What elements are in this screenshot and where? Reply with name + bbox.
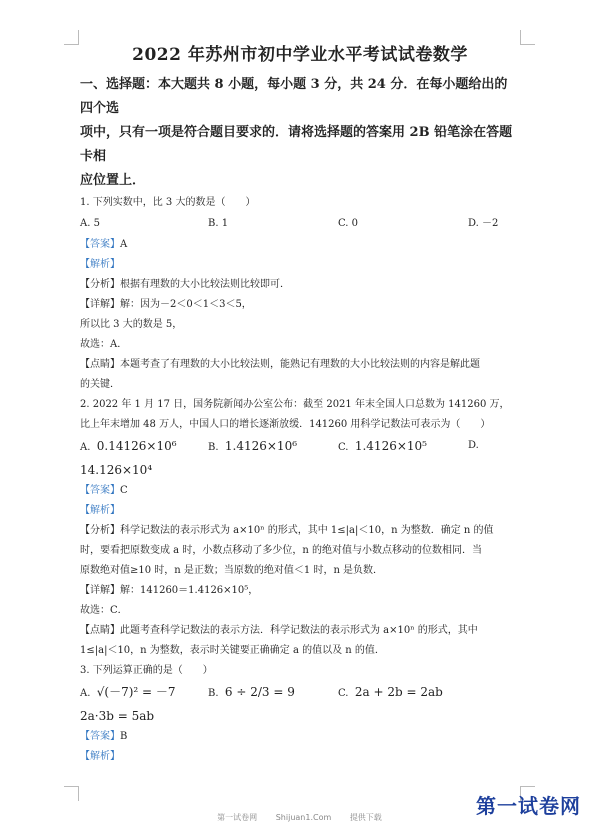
analysis-tag: 【解析】 bbox=[80, 751, 120, 762]
option-b: B. 1 bbox=[208, 218, 229, 229]
answer-tag: 【答案】 bbox=[80, 239, 120, 250]
fenxi-text: 根据有理数的大小比较法则比较即可． bbox=[120, 279, 290, 290]
question-options bbox=[80, 681, 520, 705]
question-3 bbox=[80, 661, 520, 767]
section-heading bbox=[80, 73, 520, 193]
crop-mark-bottom-left bbox=[64, 786, 79, 801]
fenxi-line bbox=[80, 521, 520, 541]
answer-tag: 【答案】 bbox=[80, 731, 120, 742]
xiangjie-tag: 【详解】 bbox=[80, 299, 120, 310]
dianjing-line-2: 1≤|a|＜10，n 为整数，表示时关键要正确确定 a 的值以及 n 的值． bbox=[80, 645, 385, 656]
fenxi-line bbox=[80, 275, 520, 295]
option-d-label: D. bbox=[468, 440, 479, 451]
xiangjie-line bbox=[80, 581, 520, 601]
answer-value: B bbox=[120, 731, 128, 742]
question-stem: 3. 下列运算正确的是（ ） bbox=[80, 665, 213, 676]
option-a bbox=[80, 435, 208, 459]
option-c bbox=[338, 435, 468, 459]
crop-mark-top-right bbox=[520, 30, 535, 45]
dianjing-tag: 【点睛】 bbox=[80, 625, 120, 636]
question-options bbox=[80, 435, 520, 459]
analysis-tag: 【解析】 bbox=[80, 259, 120, 270]
option-a-math: 0.14126×10⁶ bbox=[96, 439, 177, 453]
fenxi-tag: 【分析】 bbox=[80, 525, 120, 536]
question-options bbox=[80, 213, 520, 235]
fenxi-line-2: 时，要看把原数变成 a 时，小数点移动了多少位，n 的绝对值与小数点移动的位数相同．当 bbox=[80, 545, 482, 556]
option-b bbox=[208, 435, 338, 459]
option-b-label: B. bbox=[208, 442, 219, 453]
answer-line bbox=[80, 235, 520, 255]
option-a-math: √(－7)² = －7 bbox=[96, 685, 176, 699]
option-c-math: 2a + 2b = 2ab bbox=[354, 685, 443, 699]
answer-line bbox=[80, 727, 520, 747]
dianjing-line-2: 的关键． bbox=[80, 379, 120, 390]
answer-tag: 【答案】 bbox=[80, 485, 120, 496]
section-heading-line: 项中，只有一项是符合题目要求的．请将选择题的答案用 2B 铅笔涂在答题卡相 bbox=[80, 125, 513, 164]
brand-logo: 第一试卷网 bbox=[476, 794, 581, 818]
dianjing-text: 此题考查科学记数法的表示方法．科学记数法的表示形式为 a×10ⁿ 的形式，其中 bbox=[120, 625, 478, 636]
option-b-label: B. bbox=[208, 688, 219, 699]
footer-left: 第一试卷网 bbox=[217, 813, 258, 822]
question-2 bbox=[80, 395, 520, 661]
dianjing-tag: 【点睛】 bbox=[80, 359, 120, 370]
question-1 bbox=[80, 193, 520, 395]
option-c bbox=[338, 681, 508, 705]
option-a-label: A. bbox=[80, 688, 91, 699]
option-b-math: 6 ÷ 2/3 = 9 bbox=[224, 685, 295, 699]
xiangjie-text: 解：141260＝1.4126×10⁵， bbox=[120, 585, 259, 596]
crop-mark-top-left bbox=[64, 30, 79, 45]
answer-value: C bbox=[120, 485, 128, 496]
option-c: C. 0 bbox=[338, 218, 359, 229]
option-c-label: C. bbox=[338, 442, 349, 453]
question-stem-2: 比上年末增加 48 万人，中国人口的增长逐渐放缓．141260 用科学记数法可表示为（ ） bbox=[80, 419, 491, 430]
option-d: D. －2 bbox=[468, 218, 499, 229]
option-a: A. 5 bbox=[80, 218, 100, 229]
analysis-line bbox=[80, 255, 520, 275]
option-b-math: 1.4126×10⁶ bbox=[224, 439, 298, 453]
fenxi-line-3: 原数绝对值≥10 时，n 是正数；当原数的绝对值＜1 时，n 是负数． bbox=[80, 565, 384, 576]
section-heading-line: 应位置上． bbox=[80, 173, 146, 188]
choose-line: 故选：C． bbox=[80, 605, 128, 616]
dianjing-text: 本题考查了有理数的大小比较法则，能熟记有理数的大小比较法则的内容是解此题 bbox=[120, 359, 480, 370]
solution-line: 所以比 3 大的数是 5， bbox=[80, 319, 183, 330]
footer-right: 提供下载 bbox=[349, 813, 382, 822]
question-stem: 2. 2022 年 1 月 17 日，国务院新闻办公室公布：截至 2021 年末全国人口总数为 141260 万， bbox=[80, 399, 510, 410]
xiangjie-tag: 【详解】 bbox=[80, 585, 120, 596]
option-a-label: A. bbox=[80, 442, 91, 453]
xiangjie-text: 解：因为－2＜0＜1＜3＜5， bbox=[120, 299, 252, 310]
answer-line bbox=[80, 481, 520, 501]
page-title: 2022 年苏州市初中学业水平考试试卷数学 bbox=[132, 45, 468, 65]
section-heading-line: 一、选择题：本大题共 8 小题，每小题 3 分，共 24 分．在每小题给出的四个选 bbox=[80, 77, 508, 116]
fenxi-text: 科学记数法的表示形式为 a×10ⁿ 的形式，其中 1≤|a|＜10，n 为整数．确定 n 的值 bbox=[120, 525, 494, 536]
footer-mid: Shijuan1.Com bbox=[275, 813, 332, 822]
option-b bbox=[208, 681, 338, 705]
dianjing-line bbox=[80, 355, 520, 375]
analysis-tag: 【解析】 bbox=[80, 505, 120, 516]
option-d-math: 14.126×10⁴ bbox=[80, 463, 153, 477]
analysis-line bbox=[80, 747, 520, 767]
choose-line: 故选：A． bbox=[80, 339, 128, 350]
document-body bbox=[80, 40, 520, 767]
dianjing-line bbox=[80, 621, 520, 641]
option-c-label: C. bbox=[338, 688, 349, 699]
xiangjie-line bbox=[80, 295, 520, 315]
fenxi-tag: 【分析】 bbox=[80, 279, 120, 290]
option-d-math: 2a·3b = 5ab bbox=[80, 709, 155, 723]
answer-value: A bbox=[120, 239, 128, 250]
analysis-line bbox=[80, 501, 520, 521]
option-a bbox=[80, 681, 208, 705]
question-stem: 1. 下列实数中，比 3 大的数是（ ） bbox=[80, 197, 256, 208]
option-c-math: 1.4126×10⁵ bbox=[354, 439, 427, 453]
